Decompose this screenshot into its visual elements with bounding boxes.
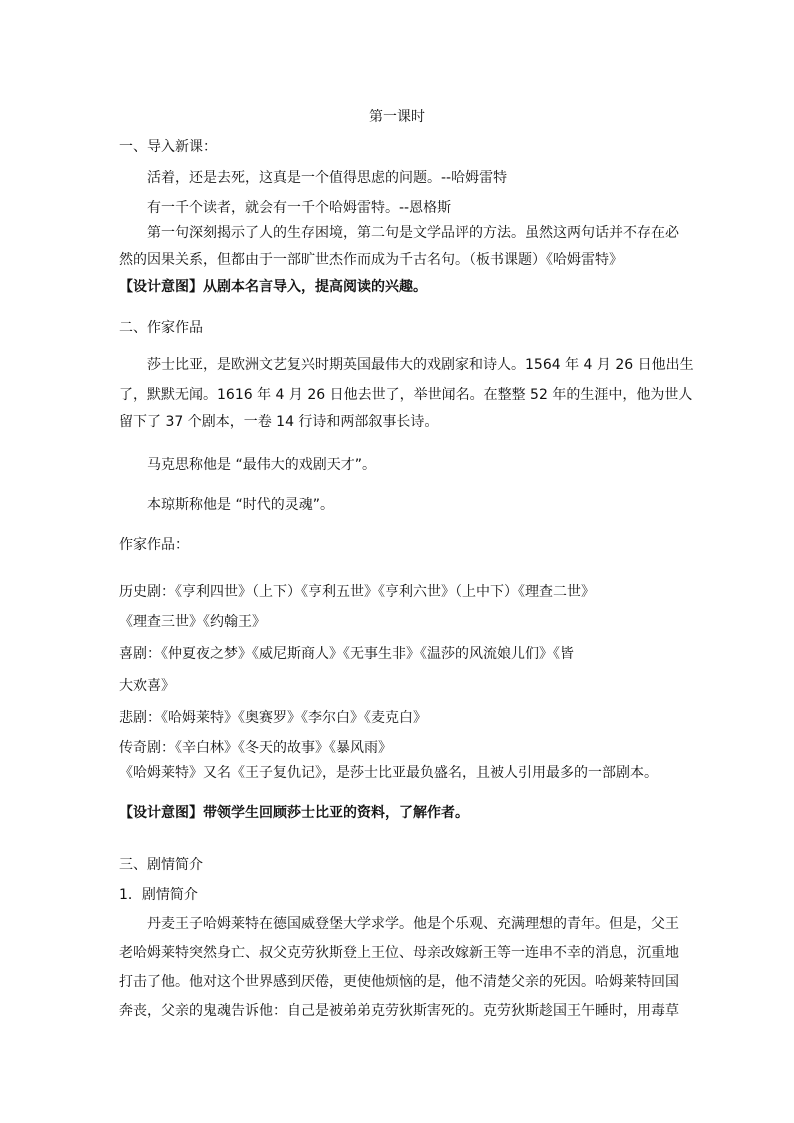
tragedy-plays: 悲剧：《哈姆莱特》《奥赛罗》《李尔白》《麦克白》 — [119, 710, 427, 726]
bio-line: 留下了 37 个剧本，一卷 14 行诗和两部叙事长诗。 — [119, 414, 439, 430]
plot-subheading: 1．剧情简介 — [119, 887, 198, 903]
section-heading-intro: 一、导入新课： — [119, 139, 217, 155]
section-heading-author: 二、作家作品 — [119, 320, 203, 336]
hamlet-note: 《哈姆莱特》又名《王子复仇记》，是莎士比亚最负盛名，且被人引用最多的一部剧本。 — [119, 765, 658, 781]
plot-line: 打击了他。他对这个世界感到厌倦，更使他烦恼的是，他不清楚父亲的死因。哈姆莱特回国 — [119, 974, 679, 990]
intro-paragraph-line: 然的因果关系，但都由于一部旷世杰作而成为千古名句。（板书课题）《哈姆雷特》 — [119, 252, 623, 268]
comedy-plays: 大欢喜》 — [119, 678, 175, 694]
plot-line: 老哈姆莱特突然身亡、叔父克劳狄斯登上王位、母亲改嫁新王等一连串不幸的消息，沉重地 — [119, 945, 679, 961]
quote-engels: 有一千个读者，就会有一千个哈姆雷特。--恩格斯 — [147, 200, 452, 216]
design-intent-1: 【设计意图】从剧本名言导入，提高阅读的兴趣。 — [119, 279, 427, 295]
history-plays: 《理查三世》《约翰王》 — [119, 614, 266, 630]
comedy-plays: 喜剧：《仲夏夜之梦》《威尼斯商人》《无事生非》《温莎的风流娘儿们》《皆 — [119, 646, 574, 662]
marx-quote: 马克思称他是 “最伟大的戏剧天才”。 — [147, 457, 376, 473]
section-heading-plot: 三、剧情简介 — [119, 857, 203, 873]
design-intent-2: 【设计意图】带领学生回顾莎士比亚的资料，了解作者。 — [119, 805, 469, 821]
lesson-title: 第一课时 — [369, 109, 425, 125]
history-plays: 历史剧：《亨利四世》（上下）《亨利五世》《亨利六世》（上中下）《理查二世》 — [119, 584, 595, 600]
romance-plays: 传奇剧：《辛白林》《冬天的故事》《暴风雨》 — [119, 740, 392, 756]
bio-line: 了，默默无闻。1616 年 4 月 26 日他去世了，举世闻名。在整整 52 年的生涯中，他为世人 — [119, 387, 693, 403]
plot-line: 丹麦王子哈姆莱特在德国威登堡大学求学。他是个乐观、充满理想的青年。但是，父王 — [147, 916, 679, 932]
works-label: 作家作品： — [119, 537, 189, 553]
quote-hamlet: 活着，还是去死，这真是一个值得思虑的问题。--哈姆雷特 — [147, 170, 508, 186]
bio-line: 莎士比亚，是欧洲文艺复兴时期英国最伟大的戏剧家和诗人。1564 年 4 月 26 日他出生 — [147, 357, 694, 373]
intro-paragraph-line: 第一句深刻揭示了人的生存困境，第二句是文学品评的方法。虽然这两句话并不存在必 — [147, 225, 679, 241]
plot-line: 奔丧，父亲的鬼魂告诉他：自己是被弟弟克劳狄斯害死的。克劳狄斯趁国王午睡时，用毒草 — [119, 1003, 679, 1019]
jonson-quote: 本琼斯称他是 “时代的灵魂”。 — [147, 497, 334, 513]
